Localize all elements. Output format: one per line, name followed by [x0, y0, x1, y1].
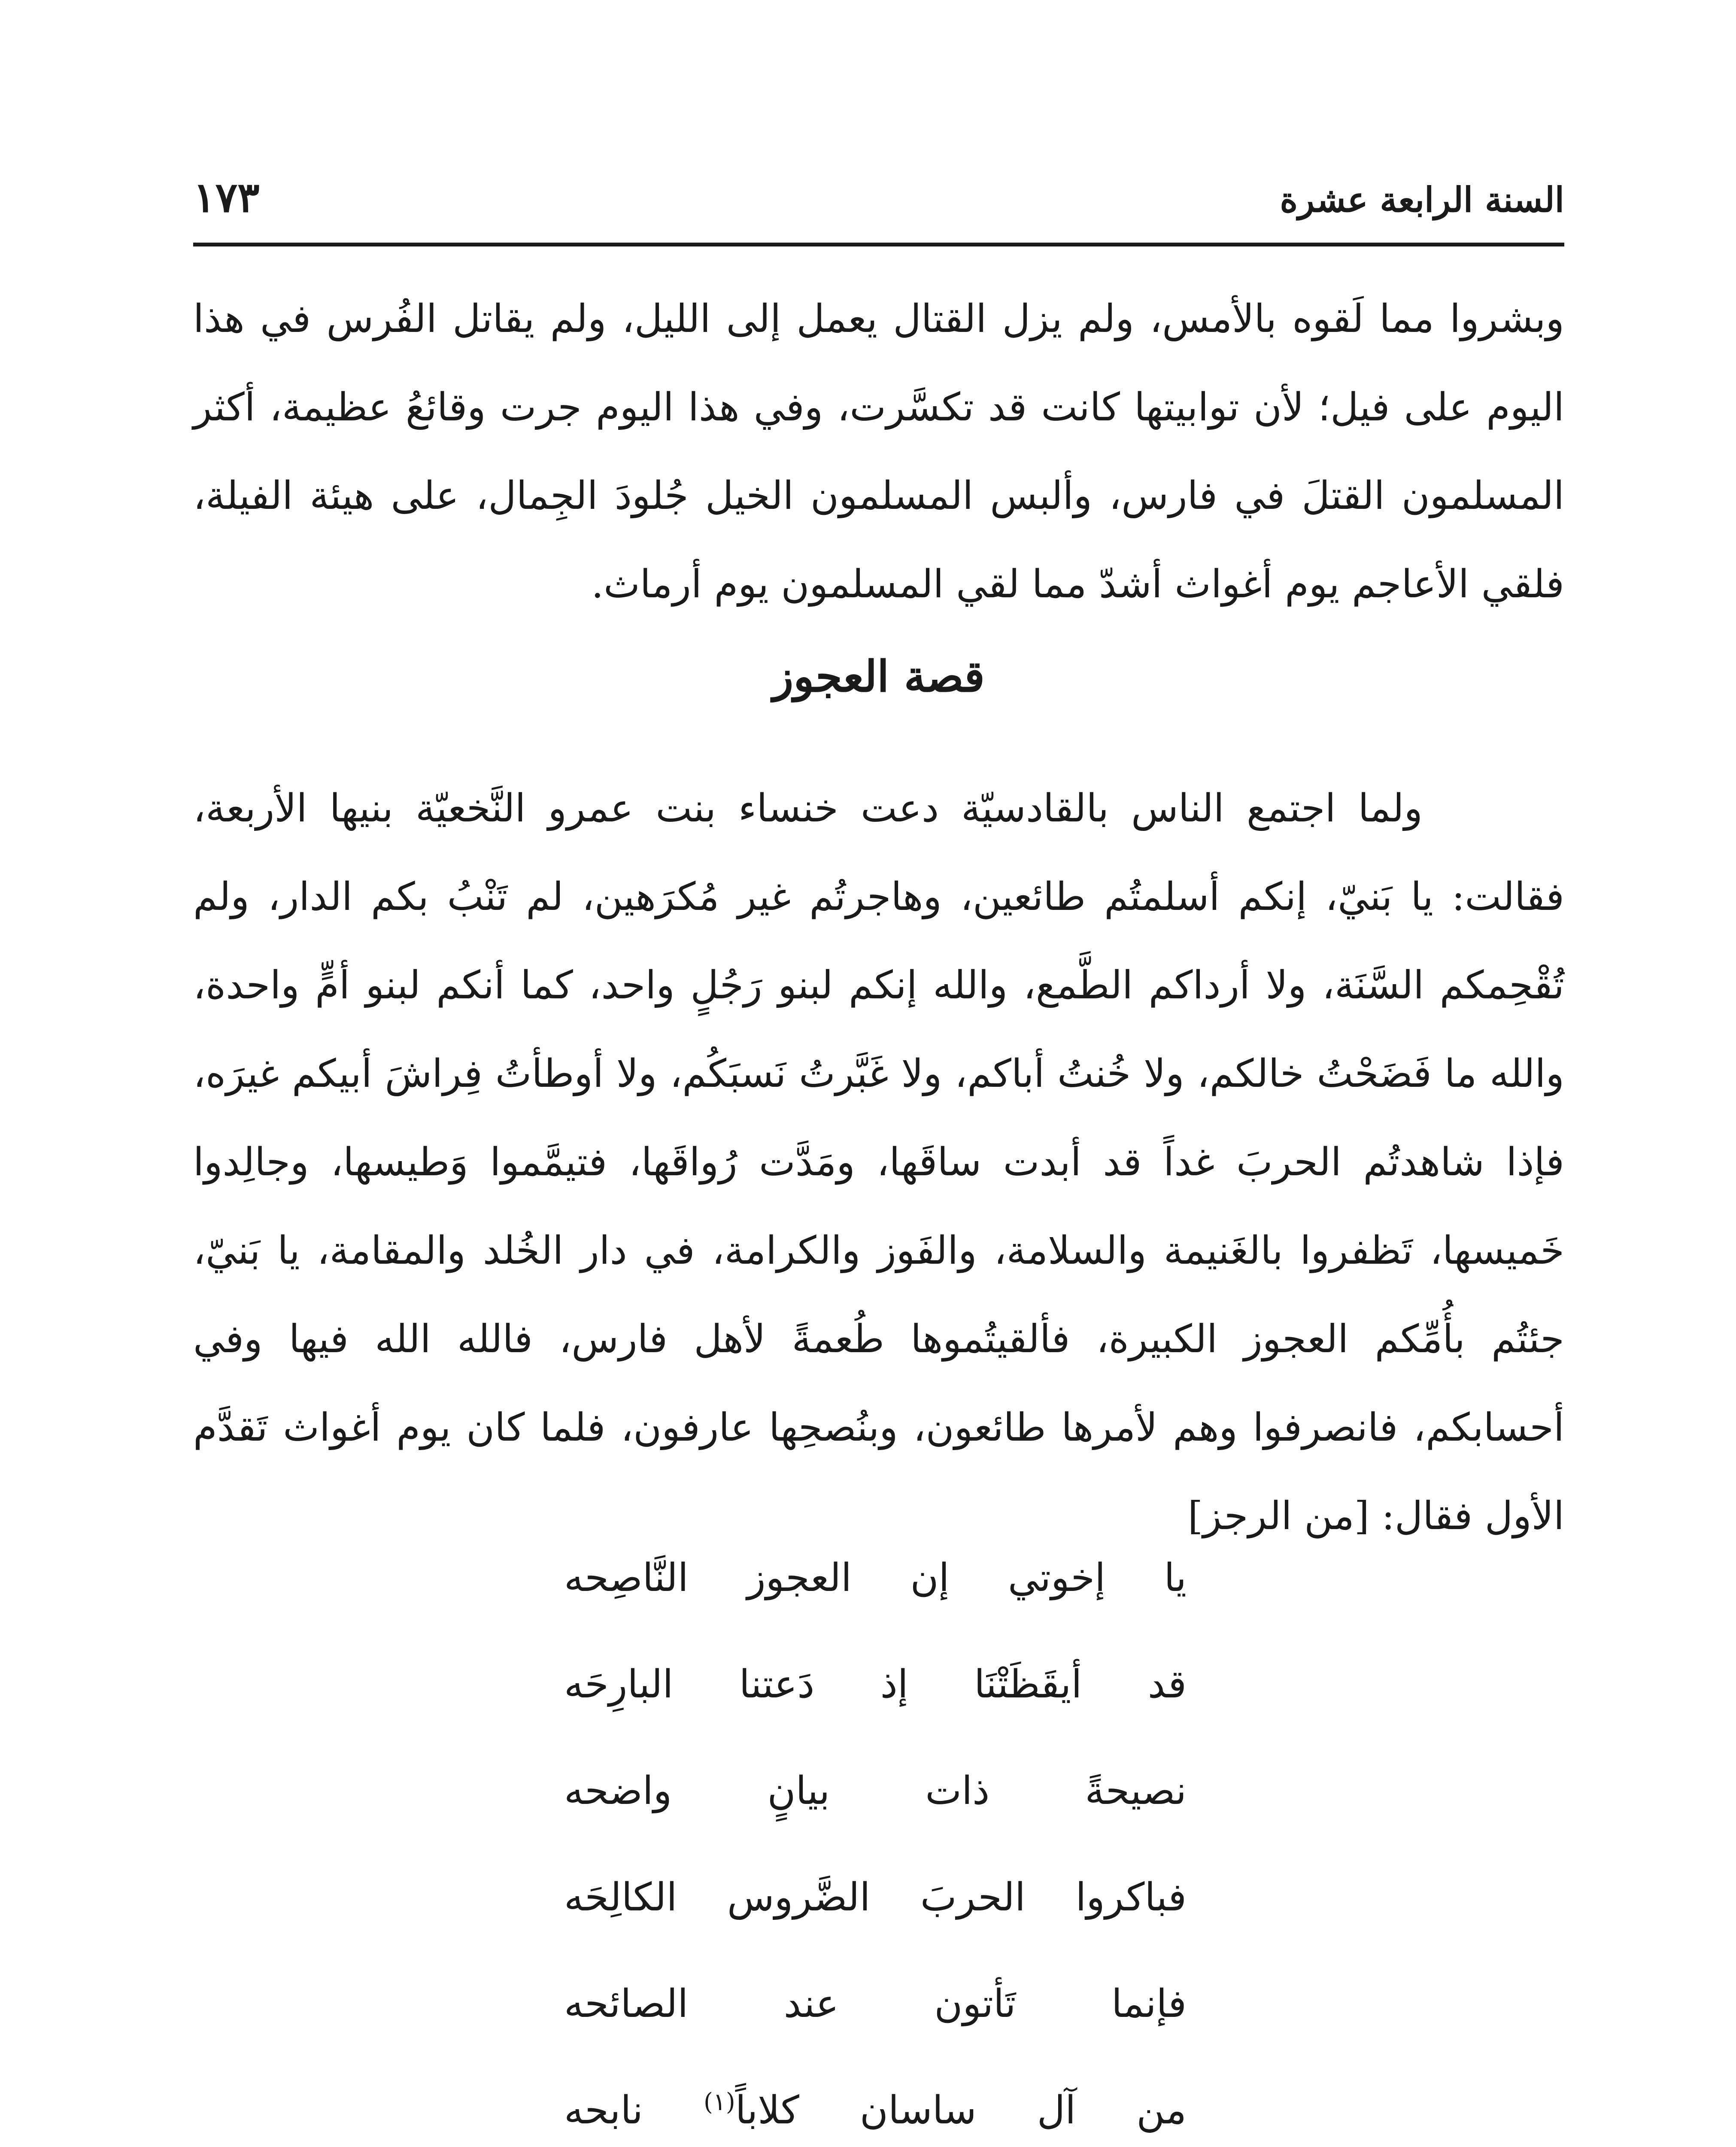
- page-number: ١٧٣: [193, 173, 260, 222]
- poem-verse-5: فإنما تَأتون عند الصائحه: [564, 1981, 1187, 2026]
- story-paragraph-block: [193, 764, 1564, 1560]
- poem-verse-3: نصيحةً ذات بيانٍ واضحه: [564, 1768, 1187, 1813]
- poem-verse-2: قد أيقَظَتْنَا إذ دَعتنا البارِحَه: [564, 1662, 1187, 1707]
- page-header: [193, 167, 1564, 236]
- poem-verse-6-tail: نابحه: [564, 2088, 643, 2133]
- poem: [564, 1535, 1187, 2147]
- poem-verse-6-head: من آل ساسان كلاباً: [735, 2088, 1187, 2133]
- poem-verse-6: [564, 2068, 1187, 2147]
- poem-verse-4: فباكروا الحربَ الضَّروس الكالِحَه: [564, 1875, 1187, 1920]
- intro-paragraph-block: [193, 275, 1564, 629]
- poem-verse-1: يا إخوتي إن العجوز النَّاصِحه: [564, 1555, 1187, 1600]
- section-title: قصة العجوز: [773, 651, 985, 702]
- story-paragraph: ولما اجتمع الناس بالقادسيّة دعت خنساء بنت عمرو النَّخعيّة بنيها الأربعة، فقالت: يا بَنيّ، إنكم أسلمتُم طائعين، وهاجرتُم غير مُكرَهين، لم تَنْبُ بكم الدار، ولم تُقْحِمكم السَّنَة، ولا أرداكم الطَّمع، والله إنكم لبنو رَجُلٍ واحد، كما أنكم لبنو أمٍّ واحدة، والله ما فَضَحْتُ خالكم، ولا خُنتُ أباكم، ولا غَبَّرتُ نَسبَكُم، ولا أوطأتُ فِراشَ أبيكم غيرَه، فإذا شاهدتُم الحربَ غداً قد أبدت ساقَها، ومَدَّت رُواقَها، فتيمَّموا وَطيسها، وجالِدوا خَميسها، تَظفروا بالغَنيمة والسلامة، والفَوز والكرامة، في دار الخُلد والمقامة، يا بَنيّ، جئتُم بأُمِّكم العجوز الكبيرة، فألقيتُموها طُعمةً لأهل فارس، فالله الله فيها وفي أحسابكم، فانصرفوا وهم لأمرها طائعون، وبنُصحِها عارفون، فلما كان يوم أغواث تَقدَّم الأول فقال: [من الرجز]: [193, 786, 1564, 1539]
- running-title: السنة الرابعة عشرة: [1280, 179, 1564, 220]
- header-rule: [193, 243, 1564, 246]
- intro-paragraph: وبشروا مما لَقوه بالأمس، ولم يزل القتال يعمل إلى الليل، ولم يقاتل الفُرس في هذا اليوم على فيل؛ لأن توابيتها كانت قد تكسَّرت، وفي هذا اليوم جرت وقائعُ عظيمة، أكثر المسلمون القتلَ في فارس، وألبس المسلمون الخيل جُلودَ الجِمال، على هيئة الفيلة، فلقي الأعاجم يوم أغواث أشدّ مما لقي المسلمون يوم أرماث.: [193, 296, 1564, 607]
- footnote-marker: (١): [703, 2088, 735, 2116]
